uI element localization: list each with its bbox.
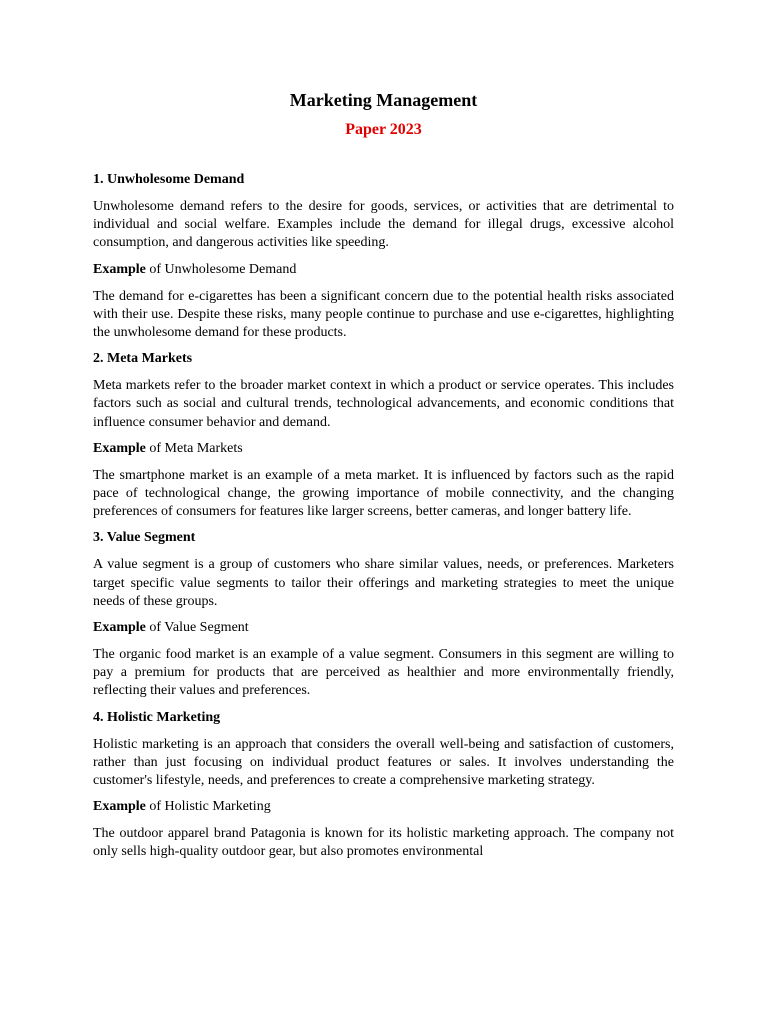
example-text: The organic food market is an example of a value segment. Consumers in this segment are willing to pay a premium for products that are perceived as healthier and more environmentally friendly, reflecting their values and preferences. — [93, 647, 674, 699]
section-meta-markets — [93, 350, 674, 521]
section-holistic-marketing — [93, 709, 674, 862]
document-title: Marketing Management — [289, 90, 478, 110]
example-heading — [93, 440, 674, 458]
section-definition: A value segment is a group of customers who share similar values, needs, or preferences. Marketers target specific value segments to tailor their offerings and marketing strategies to meet the unique needs of these groups. — [93, 557, 674, 609]
section-heading: 4. Holistic Marketing — [93, 709, 221, 725]
example-topic: of Value Segment — [145, 620, 249, 636]
example-label: Example — [93, 799, 146, 815]
section-unwholesome-demand — [93, 171, 674, 342]
example-text: The outdoor apparel brand Patagonia is known for its holistic marketing approach. The company not only sells high-quality outdoor gear, but also promotes environmental — [93, 826, 674, 860]
example-topic: of Unwholesome Demand — [145, 261, 297, 277]
example-topic: of Holistic Marketing — [145, 799, 271, 815]
example-topic: of Meta Markets — [145, 440, 243, 456]
example-label: Example — [93, 261, 146, 277]
section-definition: Meta markets refer to the broader market context in which a product or service operates. This includes factors such as social and cultural trends, technological advancements, and economic conditions that influence consumer behavior and demand. — [93, 378, 674, 430]
document-subtitle: Paper 2023 — [345, 121, 422, 138]
example-heading — [93, 619, 674, 637]
section-definition: Holistic marketing is an approach that considers the overall well-being and satisfaction of customers, rather than just focusing on individual product features or sales. It involves understanding the customer's lifestyle, needs, and preferences to create a comprehensive marketing strategy. — [93, 736, 674, 789]
example-text: The smartphone market is an example of a meta market. It is influenced by factors such as the rapid pace of technological change, the growing importance of mobile connectivity, and the changing preferences of consumers for features like larger screens, better cameras, and longer battery life. — [93, 467, 674, 520]
example-heading — [93, 798, 674, 816]
section-value-segment — [93, 529, 674, 700]
section-definition: Unwholesome demand refers to the desire for goods, services, or activities that are detrimental to individual and social welfare. Examples include the demand for illegal drugs, excessive alcohol consumption, and dangerous activities like speeding. — [93, 199, 674, 251]
example-label: Example — [93, 620, 146, 636]
example-label: Example — [93, 440, 146, 456]
section-heading: 1. Unwholesome Demand — [93, 172, 245, 187]
document-body — [93, 171, 674, 862]
example-text: The demand for e-cigarettes has been a significant concern due to the potential health risks associated with their use. Despite these risks, many people continue to purchase and use e-cigarettes, highlighting the unwholesome demand for these products. — [93, 288, 674, 341]
example-heading — [93, 261, 674, 279]
section-heading: 3. Value Segment — [93, 530, 196, 546]
section-heading: 2. Meta Markets — [93, 351, 193, 367]
